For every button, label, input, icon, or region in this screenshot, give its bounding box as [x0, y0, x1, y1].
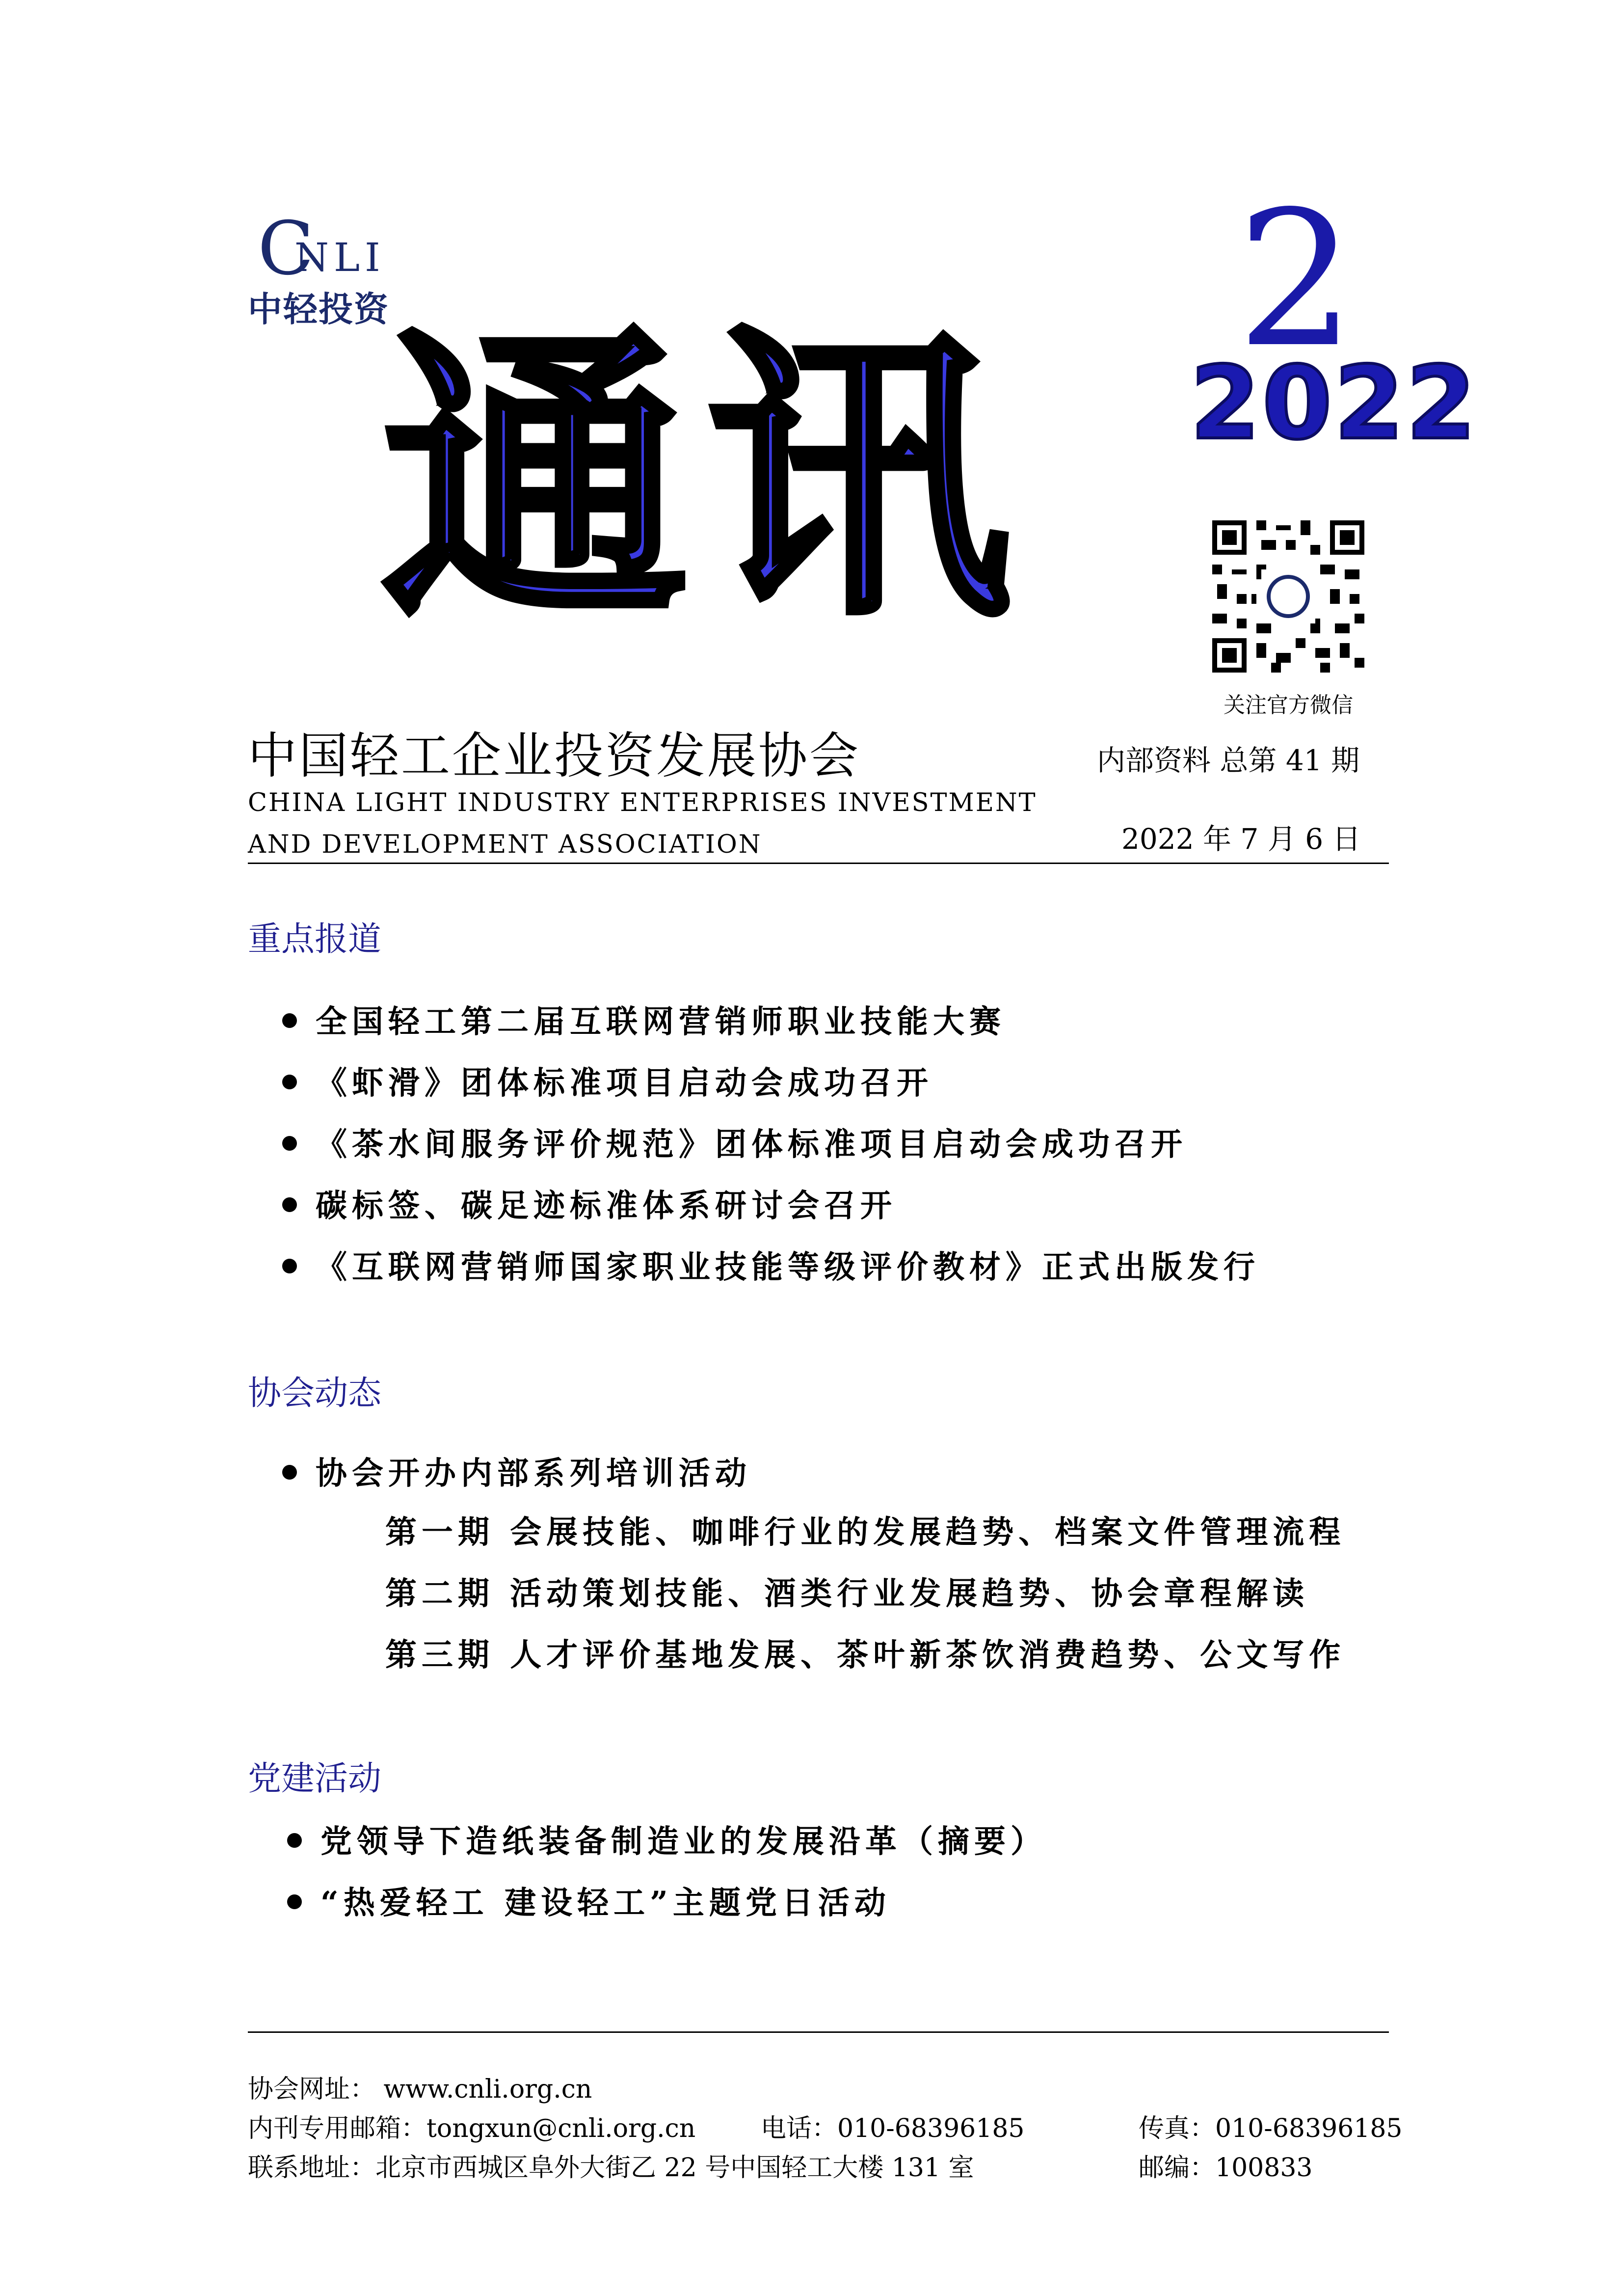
list-item — [282, 1455, 751, 1492]
org-name-english-line1: CHINA LIGHT INDUSTRY ENTERPRISES INVESTMENT — [248, 788, 1037, 817]
bullet-icon — [287, 1833, 302, 1848]
org-name-chinese: 中国轻工企业投资发展协会 — [248, 727, 860, 784]
issue-year: 2022 — [1190, 345, 1478, 462]
qr-caption: 关注官方微信 — [1224, 693, 1353, 718]
section-title-association-news: 协会动态 — [248, 1374, 382, 1413]
list-item-text: 《互联网营销师国家职业技能等级评价教材》正式出版发行 — [316, 1249, 1260, 1286]
list-item — [287, 1823, 1047, 1860]
org-name-english-line2: AND DEVELOPMENT ASSOCIATION — [248, 830, 762, 859]
list-item-text: 协会开办内部系列培训活动 — [316, 1455, 751, 1492]
bullet-icon — [282, 1075, 297, 1089]
list-item-text: 《虾滑》团体标准项目启动会成功召开 — [316, 1065, 933, 1102]
footer-phone: 电话：010-68396185 — [761, 2114, 1025, 2143]
footer-website: 协会网址： www.cnli.org.cn — [248, 2075, 592, 2104]
logo-chinese-name: 中轻投资 — [248, 289, 389, 329]
list-item-text: 党领导下造纸装备制造业的发展沿革（摘要） — [320, 1823, 1047, 1860]
list-item-text: 《茶水间服务评价规范》团体标准项目启动会成功召开 — [316, 1126, 1187, 1163]
footer-fax: 传真：010-68396185 — [1139, 2114, 1403, 2143]
list-item — [282, 1065, 933, 1102]
logo-letter-c: C — [258, 206, 314, 292]
list-item — [282, 1249, 1260, 1286]
list-item-text: 全国轻工第二届互联网营销师职业技能大赛 — [316, 1003, 1006, 1040]
section-title-key-reports: 重点报道 — [248, 920, 382, 959]
issue-date: 2022 年 7 月 6 日 — [1121, 822, 1361, 856]
bullet-icon — [282, 1259, 297, 1273]
training-session-item: 第二期 活动策划技能、酒类行业发展趋势、协会章程解读 — [385, 1575, 1309, 1612]
wechat-qr-code — [1212, 520, 1364, 673]
footer-divider — [248, 2031, 1389, 2033]
footer-postcode: 邮编：100833 — [1139, 2153, 1313, 2183]
training-session-item: 第三期 人才评价基地发展、茶叶新茶饮消费趋势、公文写作 — [385, 1637, 1346, 1674]
list-item — [282, 1003, 1006, 1040]
footer-address: 联系地址：北京市西城区阜外大街乙 22 号中国轻工大楼 131 室 — [248, 2153, 974, 2183]
bullet-icon — [282, 1465, 297, 1480]
list-item — [282, 1190, 897, 1222]
list-item — [282, 1126, 1187, 1163]
section-title-party-building: 党建活动 — [248, 1759, 382, 1798]
newsletter-title: 通讯 — [383, 300, 1031, 657]
bullet-icon — [287, 1894, 302, 1909]
list-item-text: 碳标签、碳足迹标准体系研讨会召开 — [316, 1188, 897, 1224]
bullet-icon — [282, 1013, 297, 1028]
list-item — [287, 1885, 891, 1921]
list-item-text: “热爱轻工 建设轻工”主题党日活动 — [320, 1885, 891, 1921]
internal-issue-label: 内部资料 总第 41 期 — [1097, 744, 1360, 777]
header-divider — [248, 863, 1389, 864]
issue-number: 2 — [1237, 171, 1356, 388]
bullet-icon — [282, 1197, 297, 1212]
footer-email: 内刊专用邮箱：tongxun@cnli.org.cn — [248, 2114, 696, 2143]
bullet-icon — [282, 1136, 297, 1151]
training-session-item: 第一期 会展技能、咖啡行业的发展趋势、档案文件管理流程 — [385, 1514, 1346, 1551]
logo-letters-nli: NLI — [294, 235, 385, 280]
